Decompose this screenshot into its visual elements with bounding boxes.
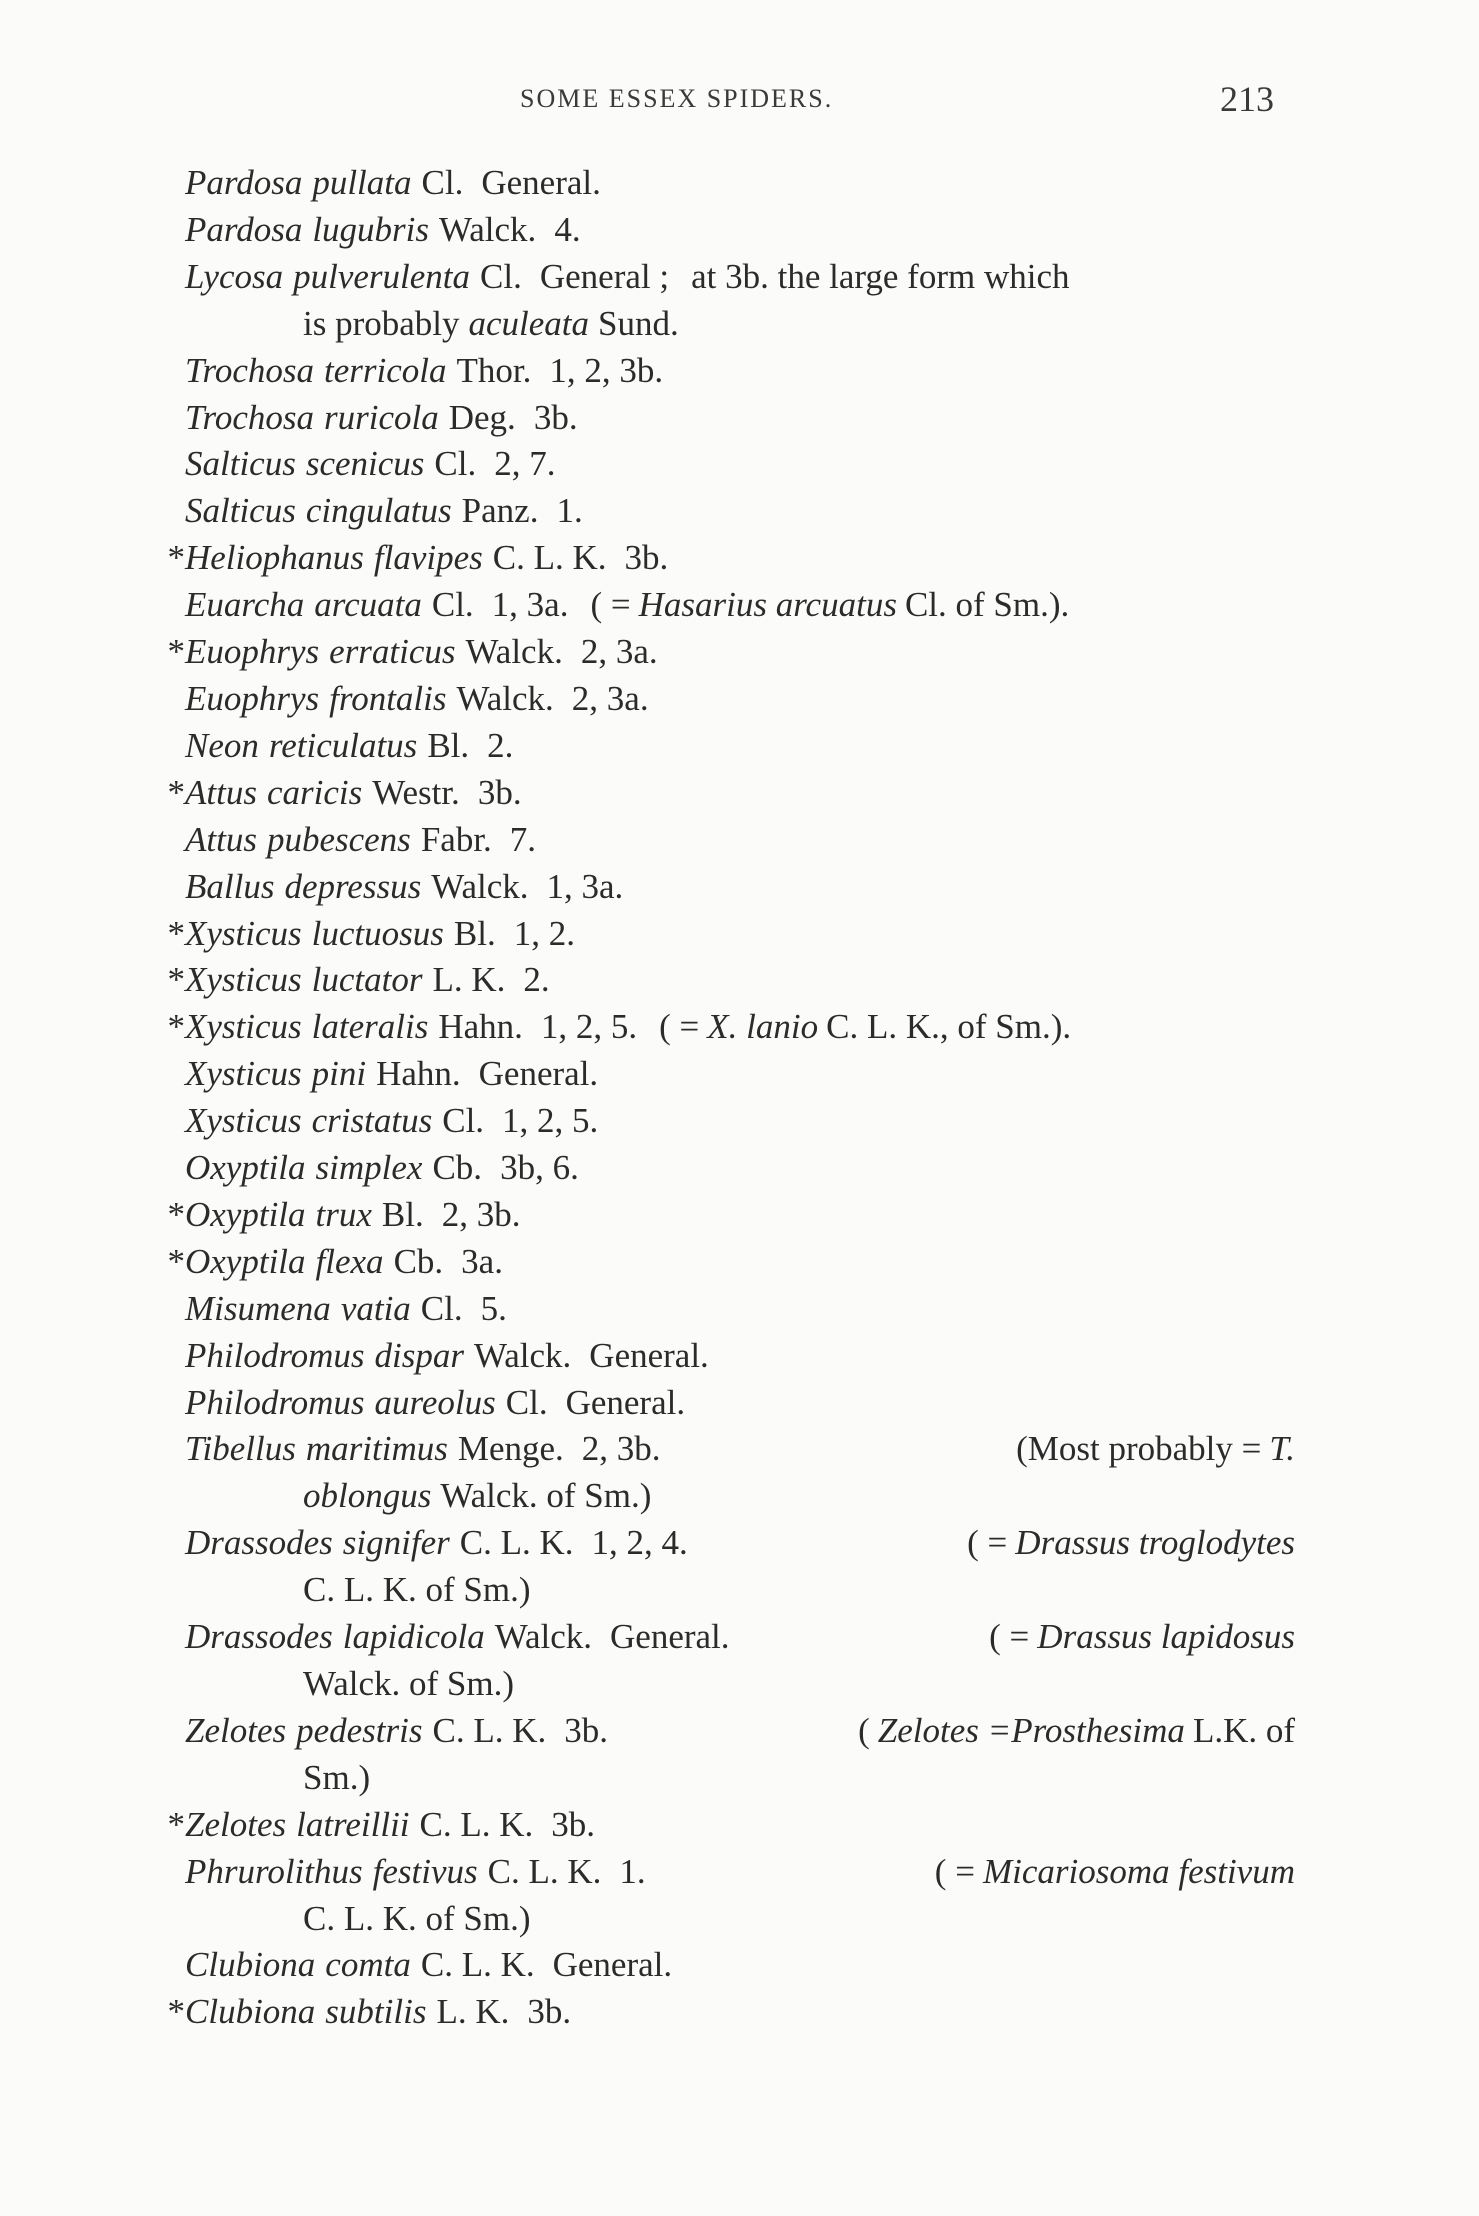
author-abbrev: Hahn. [438,1007,523,1047]
genus-name: Pardosa [185,163,303,202]
genus-name: Attus [185,772,257,812]
species-name: cristatus [311,1101,433,1141]
note-text: ( = [989,1617,1030,1657]
synonym-name: Drassus lapidosus [1037,1617,1295,1657]
entry-line [0,911,1479,958]
genus-name: Lycosa [185,256,284,296]
entry-main [185,491,583,530]
running-head [0,78,1479,128]
genus-name: Euarcha [185,585,305,625]
genus-name: Tibellus [185,1429,296,1469]
localities: General. [478,1054,599,1094]
author-abbrev: Westr. [372,772,460,812]
author-abbrev: Walck. [439,209,537,249]
synonymy-note [935,1849,1295,1896]
author-abbrev: Deg. [448,397,516,437]
entry-main [185,585,568,624]
localities: 2. [487,725,514,765]
entry-main [185,1007,637,1046]
species-entry [0,1802,1479,1849]
species-name: dispar [374,1335,465,1375]
entry-continuation [0,1567,1479,1614]
genus-name: Salticus [185,491,296,531]
new-record-asterisk: * [167,1804,185,1844]
species-entry [0,1708,1479,1802]
author-abbrev: C. L. K. [420,1945,535,1985]
species-entry [0,1004,1479,1051]
species-entry [0,1614,1479,1708]
entry-line [0,582,1479,629]
species-entry [0,395,1479,442]
continuation-text: is probably [303,303,460,343]
localities: 1. [556,491,583,531]
genus-name: Xysticus [185,1054,302,1094]
note-text: ( = [967,1523,1008,1563]
genus-name: Oxyptila [185,1241,306,1281]
species-entry [0,1520,1479,1614]
entry-main [185,257,669,296]
genus-name: Drassodes [185,1523,333,1563]
note-text: ( = [590,585,631,625]
genus-name: Trochosa [185,397,315,437]
species-entry [0,1333,1479,1380]
entry-main [185,1945,672,1984]
genus-name: Trochosa [185,350,315,390]
species-name: terricola [324,350,447,390]
synonym-name: Micariosoma festivum [982,1851,1295,1891]
page-number: 213 [1220,79,1274,119]
entry-main [185,398,578,437]
author-abbrev: Cl. [442,1101,485,1141]
species-name: scenicus [305,444,425,484]
author-abbrev: Hahn. [376,1054,461,1094]
species-entry [0,1192,1479,1239]
species-name: pini [311,1054,367,1094]
species-name: simplex [315,1148,423,1188]
new-record-asterisk: * [167,1194,185,1234]
synonymy-note [967,1520,1295,1567]
entry-main [185,1195,521,1234]
continuation-text: C. L. K. of Sm.) [303,1570,531,1610]
note-text: ( = [934,1851,975,1891]
species-entry [0,629,1479,676]
species-name: caricis [266,772,363,812]
species-name: pedestris [296,1710,423,1750]
author-abbrev: Cl. [420,1288,463,1328]
genus-name: Xysticus [185,1007,302,1047]
entry-main [185,820,536,859]
genus-name: Euophrys [185,678,320,718]
author-abbrev: C. L. K. [419,1804,534,1844]
genus-name: Oxyptila [185,1194,306,1234]
entry-line [0,1614,1295,1661]
entry-main [185,1426,661,1473]
species-name: latreillii [296,1804,410,1844]
localities: 7. [509,819,537,859]
species-entry [0,207,1479,254]
entry-main [185,210,581,249]
note-text: Cl. of Sm.). [904,585,1070,625]
species-entry [0,535,1479,582]
localities: 1, 2, 4. [591,1523,688,1563]
synonym-name: T. [1269,1429,1295,1469]
localities: 3b. [527,1992,572,2032]
author-abbrev: L. K. [432,960,506,1000]
note-text: C. L. K., of Sm.). [826,1007,1072,1047]
localities: 4. [554,209,581,249]
synonym-name: X. lanio [707,1007,819,1047]
entry-main [185,351,663,390]
author-abbrev: Walck. [494,1617,593,1657]
entry-line [0,395,1479,442]
entry-line [0,629,1479,676]
genus-name: Phrurolithus [185,1851,363,1891]
entry-main [185,163,601,202]
entry-line [0,1239,1479,1286]
entry-line [0,1802,1479,1849]
continuation-text: Walck. of Sm.) [440,1476,652,1516]
species-name: pulverulenta [293,256,471,296]
genus-name: Clubiona [185,1992,316,2032]
species-name: pubescens [266,819,411,859]
species-entry [0,1989,1479,2036]
new-record-asterisk: * [167,1992,185,2032]
new-record-asterisk: * [167,1007,185,1047]
entry-line [0,1426,1295,1473]
localities: 3b, 6. [500,1148,579,1188]
localities: 3b. [533,397,578,437]
entry-line [0,1708,1295,1755]
species-entry [0,957,1479,1004]
entry-main [185,1054,598,1093]
species-name: trux [315,1194,372,1234]
entry-main [185,1289,507,1328]
entry-line [0,1192,1479,1239]
localities: 2, 3a. [571,678,649,718]
genus-name: Attus [185,819,257,859]
entry-line [0,676,1479,723]
genus-name: Xysticus [185,1101,302,1141]
species-name: comta [325,1945,411,1985]
species-entry [0,488,1479,535]
entry-line [0,1849,1295,1896]
entry-main [185,444,555,483]
author-abbrev: C. L. K. [432,1710,547,1750]
species-name: luctator [311,960,423,1000]
species-entry [0,582,1479,629]
species-entry [0,723,1479,770]
species-name: signifer [342,1523,450,1563]
author-abbrev: Cl. [431,585,474,625]
entry-line [0,864,1479,911]
entry-line [0,957,1479,1004]
species-name: ruricola [324,397,439,437]
localities: General. [589,1335,709,1375]
species-name: luctuosus [311,913,444,953]
species-entry [0,1942,1479,1989]
entry-main [185,1242,503,1281]
author-abbrev: Bl. [381,1194,424,1234]
species-name: lateralis [311,1007,429,1047]
species-name: reticulatus [268,725,418,765]
author-abbrev: Bl. [453,913,496,953]
species-name: vatia [340,1288,411,1328]
continuation-text: Sm.) [303,1757,371,1797]
species-name: subtilis [325,1992,427,2032]
note-text: L.K. of [1192,1710,1295,1750]
species-name: erraticus [329,632,456,672]
entry-main [185,773,522,812]
entry-main [185,960,550,999]
entry-main [185,914,575,953]
author-abbrev: Cl. [480,256,522,296]
localities: General ; [539,256,670,296]
species-name: cingulatus [305,491,452,531]
localities: 1, 2. [513,913,575,953]
note-text: at 3b. the large form which [691,256,1070,296]
entry-main [185,867,623,906]
species-entry [0,864,1479,911]
localities: 3b. [551,1804,596,1844]
localities: 2, 3b. [441,1194,521,1234]
entry-line [0,160,1479,207]
genus-name: Zelotes [185,1710,287,1750]
genus-name: Oxyptila [185,1148,306,1188]
author-abbrev: Walck. [431,866,529,906]
entry-line [0,817,1479,864]
species-entry [0,441,1479,488]
species-name: frontalis [329,678,447,718]
entry-line [0,1004,1479,1051]
new-record-asterisk: * [167,772,185,812]
entry-main [185,1805,595,1844]
species-list [0,160,1479,2036]
new-record-asterisk: * [167,960,185,1000]
entry-main [185,1614,730,1661]
entry-line [0,1098,1479,1145]
author-abbrev: Panz. [461,491,539,531]
entry-main [185,679,649,718]
entry-main [185,1148,579,1187]
synonymy-note [858,1708,1295,1755]
genus-name: Philodromus [185,1382,365,1422]
localities: 5. [480,1288,507,1328]
species-entry [0,348,1479,395]
localities: 1, 3a. [491,585,569,625]
note-text: ( [858,1710,870,1750]
continuation-text: Walck. of Sm.) [303,1664,515,1703]
author-abbrev: Cl. [505,1382,548,1422]
genus-name: Misumena [185,1288,331,1328]
author-abbrev: C. L. K. [492,538,607,578]
localities: 2, 3a. [580,632,658,672]
note-text: ( = [659,1007,700,1047]
running-title: SOME ESSEX SPIDERS. [520,84,834,113]
genus-name: Philodromus [185,1335,365,1375]
localities: 1. [619,1851,646,1891]
entry-continuation [0,1661,1479,1708]
genus-name: Neon [185,725,259,765]
author-abbrev: Cb. [432,1148,483,1188]
entry-main [185,1849,646,1896]
author-abbrev: Menge. [457,1429,564,1469]
author-abbrev: Cl. [434,444,477,484]
genus-name: Euophrys [185,632,320,672]
author-abbrev: C. L. K. [487,1851,602,1891]
author-abbrev: Walck. [474,1335,572,1375]
localities: 2. [523,960,550,1000]
localities: 3b. [564,1710,608,1750]
entry-line [0,1942,1479,1989]
author-abbrev: L. K. [436,1992,510,2032]
entry-line [0,1989,1479,2036]
synonymy-note [691,257,1069,296]
author-abbrev: C. L. K. [459,1523,574,1563]
localities: 3b. [477,772,522,812]
new-record-asterisk: * [167,1241,185,1281]
new-record-asterisk: * [167,632,185,672]
species-name: flavipes [373,538,483,578]
entry-line [0,348,1479,395]
species-entry [0,1849,1479,1943]
entry-line [0,254,1479,301]
species-name: arcuata [314,585,422,625]
localities: 1, 2, 3b. [549,350,664,390]
author-abbrev: Walck. [465,632,563,672]
entry-main [185,1708,608,1755]
synonym-name: Zelotes =Prosthesima [877,1710,1185,1750]
genus-name: Xysticus [185,913,302,953]
author-abbrev: Thor. [456,350,532,390]
species-entry [0,1239,1479,1286]
entry-line [0,1286,1479,1333]
entry-main [185,538,668,577]
species-name: maritimus [305,1429,448,1469]
author-abbrev: Cb. [393,1241,444,1281]
entry-main [185,1520,688,1567]
localities: 1, 2, 5. [540,1007,638,1047]
localities: 3a. [461,1241,503,1281]
species-entry [0,911,1479,958]
species-name: aureolus [374,1382,496,1422]
entry-line [0,1520,1295,1567]
synonym-name: Drassus troglodytes [1015,1523,1295,1563]
genus-name: Clubiona [185,1945,316,1985]
species-entry [0,254,1479,348]
species-entry [0,1426,1479,1520]
entry-line [0,723,1479,770]
entry-continuation [0,1473,1479,1520]
genus-name: Drassodes [185,1617,333,1657]
synonym-name: Hasarius arcuatus [638,585,897,625]
species-entry [0,676,1479,723]
species-entry [0,817,1479,864]
entry-main [185,1992,571,2031]
species-name: flexa [315,1241,384,1281]
localities: 2, 3b. [581,1429,661,1469]
genus-name: Xysticus [185,960,302,1000]
species-entry [0,1380,1479,1427]
entry-line [0,1145,1479,1192]
species-entry [0,1051,1479,1098]
genus-name: Pardosa [185,209,303,249]
species-entry [0,160,1479,207]
entry-main [185,1336,709,1375]
author-abbrev: Bl. [427,725,470,765]
genus-name: Ballus [185,866,275,906]
entry-main [185,1383,685,1422]
species-name: pullata [312,163,412,202]
entry-continuation [0,1896,1479,1943]
synonymy-note [1016,1426,1295,1473]
note-text: (Most probably = [1016,1429,1262,1469]
species-name: lugubris [312,209,430,249]
entry-line [0,1380,1479,1427]
species-name: depressus [284,866,422,906]
entry-main [185,632,658,671]
species-entry [0,770,1479,817]
localities: General. [610,1617,730,1657]
localities: 1, 2, 5. [502,1101,599,1141]
species-name: lapidicola [342,1617,485,1657]
author-abbrev: Cl. [421,163,464,202]
new-record-asterisk: * [167,913,185,953]
new-record-asterisk: * [167,538,185,578]
localities: General. [565,1382,686,1422]
synonym-name: aculeata [468,303,590,343]
species-entry [0,1098,1479,1145]
entry-line [0,207,1479,254]
localities: 3b. [624,538,669,578]
entry-line [0,441,1479,488]
entry-line [0,1333,1479,1380]
genus-name: Heliophanus [185,538,364,578]
species-entry [0,1286,1479,1333]
continuation-text: Sund. [598,303,679,343]
species-name: festivus [372,1851,478,1891]
continuation-text: C. L. K. of Sm.) [303,1898,531,1938]
synonymy-note [989,1614,1295,1661]
entry-line [0,488,1479,535]
entry-line [0,535,1479,582]
genus-name: Zelotes [185,1804,287,1844]
entry-main [185,1101,598,1140]
author-abbrev: Fabr. [420,819,492,859]
localities: General. [552,1945,673,1985]
entry-continuation [0,301,1479,348]
entry-continuation [0,1755,1479,1802]
synonymy-note [659,1007,1071,1046]
synonymy-note [590,585,1069,624]
synonym-name: oblongus [303,1476,432,1516]
genus-name: Salticus [185,444,296,484]
localities: 1, 3a. [546,866,624,906]
author-abbrev: Walck. [456,678,554,718]
entry-line [0,1051,1479,1098]
localities: General. [481,163,601,202]
entry-main [185,726,513,765]
entry-line [0,770,1479,817]
localities: 2, 7. [494,444,556,484]
species-entry [0,1145,1479,1192]
